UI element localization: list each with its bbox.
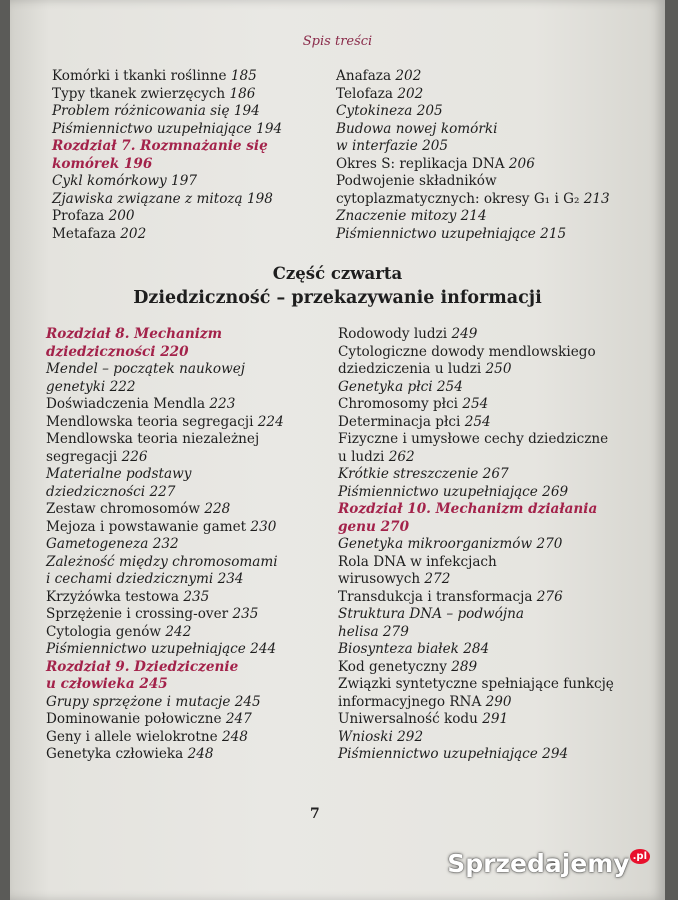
toc-entry-page: 272 [424,571,451,587]
toc-entry [46,624,284,642]
toc-entry [46,729,284,747]
toc-entry-title: cytoplazmatycznych: okresy G₁ i G₂ [336,190,584,207]
toc-entry [336,156,610,174]
toc-entry [338,659,614,677]
toc-entry-title: Rozdział 9. Dziedziczenie [46,658,239,675]
toc-entry-page: 235 [183,588,210,605]
toc-entry-title: Mejoza i powstawanie gamet [46,518,251,535]
toc-entry-page: 270 [380,518,410,535]
toc-entry [52,86,282,104]
toc-entry [46,536,284,554]
toc-entry-title: Piśmiennictwo uzupełniające [338,746,543,762]
toc-entry-title: komórek [52,155,124,172]
toc-entry [46,746,284,764]
toc-entry-title: Cytologiczne dowody mendlowskiego [338,343,596,360]
toc-entry-title: Piśmiennictwo uzupełniające [52,120,257,137]
toc-entry-title: Podwojenie składników [336,173,497,189]
toc-entry [52,191,282,209]
toc-entry-page: 215 [540,225,567,242]
toc-entry-title: Geny i allele wielokrotne [46,728,222,745]
toc-entry-title: Profaza [52,208,109,224]
toc-entry-page: 197 [171,173,197,189]
toc-entry-title: Cytologia genów [46,623,166,640]
toc-entry-page: 254 [436,378,463,395]
toc-entry [338,431,614,449]
toc-entry-title: i cechami dziedzicznymi [46,571,218,587]
toc-entry [46,519,284,537]
toc-entry-page: 245 [234,693,261,710]
toc-entry-title: Chromosomy płci [338,396,463,412]
toc-entry [338,466,614,484]
toc-entry-title: u człowieka [46,676,140,692]
toc-entry [46,431,284,449]
toc-entry-page: 249 [451,326,478,342]
toc-entry-title: Typy tkanek zwierzęcych [52,85,230,102]
toc-bottom-right-column [338,326,614,764]
toc-entry [338,344,614,362]
toc-entry-title: Komórki i tkanki roślinne [52,68,231,84]
toc-entry-page: 269 [542,483,569,500]
toc-entry-page: 292 [397,728,424,745]
toc-entry-page: 224 [257,413,284,430]
toc-entry-title: Okres S: replikacja DNA [336,155,509,172]
watermark-badge: .pl [630,849,650,864]
toc-entry-page: 284 [463,641,490,657]
toc-entry [336,173,610,191]
toc-entry [338,326,614,344]
toc-entry [336,191,610,209]
toc-entry [338,711,614,729]
toc-entry [46,414,284,432]
toc-entry-title: Doświadczenia Mendla [46,396,210,412]
toc-entry [338,361,614,379]
toc-entry-title: Mendel – początek naukowej [46,361,246,377]
toc-entry-title: Problem różnicowania się [52,103,234,119]
toc-entry-page: 196 [123,155,153,172]
toc-entry [338,379,614,397]
toc-entry-page: 254 [462,396,489,412]
toc-entry [46,659,284,677]
toc-entry-title: Mendlowska teoria segregacji [46,413,258,430]
toc-entry-title: segregacji [46,448,122,465]
toc-entry-title: Znaczenie mitozy [336,208,461,224]
toc-entry-title: Piśmiennictwo uzupełniające [338,483,543,500]
toc-entry-title: Biosynteza białek [338,641,464,657]
toc-entry-title: Materialne podstawy [46,466,192,482]
toc-entry-page: 262 [388,448,415,465]
page-number: 7 [310,806,320,822]
toc-entry-page: 202 [120,225,147,242]
toc-entry [46,589,284,607]
toc-entry-title: dziedziczenia u ludzi [338,361,486,377]
toc-entry-page: 267 [482,466,509,482]
toc-entry-page: 245 [139,676,168,692]
toc-entry [338,449,614,467]
toc-entry-page: 205 [416,103,443,119]
toc-entry-title: Wnioski [338,728,398,745]
toc-entry [338,554,614,572]
toc-entry-page: 202 [395,68,422,84]
toc-bottom-left-column [46,326,284,764]
toc-entry [46,466,284,484]
toc-entry-title: Fizyczne i umysłowe cechy dziedziczne [338,431,609,447]
toc-entry [46,554,284,572]
toc-entry [46,501,284,519]
toc-entry-title: Kod genetyczny [338,658,452,675]
toc-entry-title: Rodowody ludzi [338,326,452,342]
toc-entry-page: 223 [209,396,236,412]
toc-entry [46,344,284,362]
toc-entry [338,606,614,624]
toc-entry-title: informacyjnego RNA [338,693,486,710]
toc-entry-page: 200 [108,208,135,224]
toc-entry-page: 226 [121,448,148,465]
toc-entry [46,571,284,589]
toc-entry-title: Sprzężenie i crossing-over [46,606,233,622]
toc-entry [336,103,610,121]
toc-entry [336,68,610,86]
toc-top-left-column [52,68,282,243]
toc-entry-title: u ludzi [338,448,389,465]
toc-entry [52,138,282,156]
book-page [10,0,665,900]
toc-entry-title: Piśmiennictwo uzupełniające [336,225,541,242]
toc-entry-page: 205 [422,138,449,154]
toc-entry-page: 222 [109,378,136,395]
part-title-heading: Dziedziczność – przekazywanie informacji [133,288,542,308]
watermark-text: Sprzedajemy [447,849,630,878]
part-number-heading: Część czwarta [272,264,403,283]
running-header: Spis treści [302,34,373,49]
toc-entry-title: dziedziczności [46,483,150,500]
toc-entry [46,606,284,624]
toc-entry [46,361,284,379]
toc-entry-page: 214 [460,208,487,224]
toc-entry [338,676,614,694]
toc-entry-page: 194 [233,103,260,119]
toc-entry-page: 206 [508,155,535,172]
toc-entry-page: 202 [397,85,424,102]
toc-entry-title: Budowa nowej komórki [336,120,498,137]
toc-entry [336,121,610,139]
toc-entry-title: Zależność między chromosomami [46,553,278,570]
toc-entry-title: Gametogeneza [46,536,153,552]
toc-entry-page: 227 [149,483,176,500]
toc-entry-page: 279 [382,623,409,640]
toc-entry-page: 194 [256,120,283,137]
toc-entry-page: 248 [187,746,214,762]
toc-entry [338,624,614,642]
toc-entry-title: Mendlowska teoria niezależnej [46,431,260,447]
toc-entry-title: Transdukcja i transformacja [338,588,537,605]
toc-entry-title: genu [338,518,381,535]
toc-entry [338,501,614,519]
toc-entry [336,208,610,226]
toc-entry-page: 290 [485,693,512,710]
toc-entry-page: 254 [464,413,491,430]
toc-top-right-column [336,68,610,243]
toc-entry [338,694,614,712]
toc-entry [336,226,610,244]
toc-entry-title: Krzyżówka testowa [46,588,184,605]
toc-entry [52,208,282,226]
toc-entry-title: w interfazie [336,138,423,154]
toc-entry-title: helisa [338,623,383,640]
toc-entry-title: Genetyka płci [338,378,437,395]
toc-entry-page: 232 [152,536,179,552]
toc-entry-title: Rozdział 7. Rozmnażanie się [52,138,268,154]
toc-entry-title: Dominowanie połowiczne [46,711,226,727]
toc-entry-page: 198 [246,190,273,207]
toc-entry-page: 270 [536,536,563,552]
toc-entry [52,173,282,191]
toc-entry [46,326,284,344]
toc-entry-title: Anafaza [336,68,396,84]
toc-entry [338,414,614,432]
toc-entry-page: 185 [230,68,257,84]
toc-entry [46,711,284,729]
toc-entry [336,138,610,156]
watermark-logo [447,849,650,878]
toc-entry-page: 186 [229,85,256,102]
toc-entry [338,571,614,589]
toc-entry [338,641,614,659]
toc-entry [338,536,614,554]
toc-entry-title: genetyki [46,378,110,395]
toc-entry-title: Struktura DNA – podwójna [338,606,524,622]
toc-entry-title: Metafaza [52,225,121,242]
toc-entry [336,86,610,104]
toc-entry-title: Rola DNA w infekcjach [338,553,497,570]
toc-entry-page: 248 [221,728,248,745]
toc-entry-title: Uniwersalność kodu [338,711,483,727]
toc-entry-page: 247 [225,711,252,727]
toc-entry [338,729,614,747]
toc-entry-page: 250 [485,361,512,377]
toc-entry-page: 289 [451,658,478,675]
toc-entry-page: 242 [165,623,192,640]
toc-entry-title: Genetyka człowieka [46,746,188,762]
toc-entry [52,226,282,244]
toc-entry [338,396,614,414]
toc-entry-title: Piśmiennictwo uzupełniające [46,641,251,657]
toc-entry-page: 276 [536,588,563,605]
toc-entry [46,676,284,694]
toc-entry-title: Krótkie streszczenie [338,466,483,482]
toc-entry-page: 220 [160,343,189,360]
toc-entry [338,484,614,502]
toc-entry [46,694,284,712]
toc-entry-page: 234 [217,571,244,587]
toc-entry-title: Związki syntetyczne spełniające funkcję [338,676,614,692]
toc-entry [46,449,284,467]
toc-entry-page: 244 [250,641,277,657]
toc-entry-title: Zjawiska związane z mitozą [52,190,247,207]
toc-entry [52,121,282,139]
toc-entry-page: 228 [204,501,231,517]
toc-entry-title: dziedziczności [46,343,161,360]
toc-entry [46,484,284,502]
toc-entry-title: Determinacja płci [338,413,465,430]
toc-entry-title: Zestaw chromosomów [46,501,205,517]
toc-entry-page: 213 [583,190,610,207]
toc-entry-title: Genetyka mikroorganizmów [338,536,537,552]
toc-entry [52,156,282,174]
toc-entry [338,746,614,764]
toc-entry-title: Rozdział 10. Mechanizm działania [338,501,598,517]
toc-entry-title: Cytokineza [336,103,417,119]
toc-entry [52,68,282,86]
toc-entry-title: wirusowych [338,571,425,587]
toc-entry-title: Cykl komórkowy [52,173,172,189]
toc-entry-page: 291 [482,711,509,727]
toc-entry-title: Rozdział 8. Mechanizm [46,326,222,342]
toc-entry [46,396,284,414]
toc-entry [52,103,282,121]
toc-entry-page: 230 [250,518,277,535]
toc-entry-page: 294 [542,746,569,762]
toc-entry-title: Telofaza [336,85,398,102]
toc-entry [46,379,284,397]
toc-entry [338,519,614,537]
toc-entry-page: 235 [232,606,259,622]
toc-entry [46,641,284,659]
toc-entry [338,589,614,607]
toc-entry-title: Grupy sprzężone i mutacje [46,693,235,710]
